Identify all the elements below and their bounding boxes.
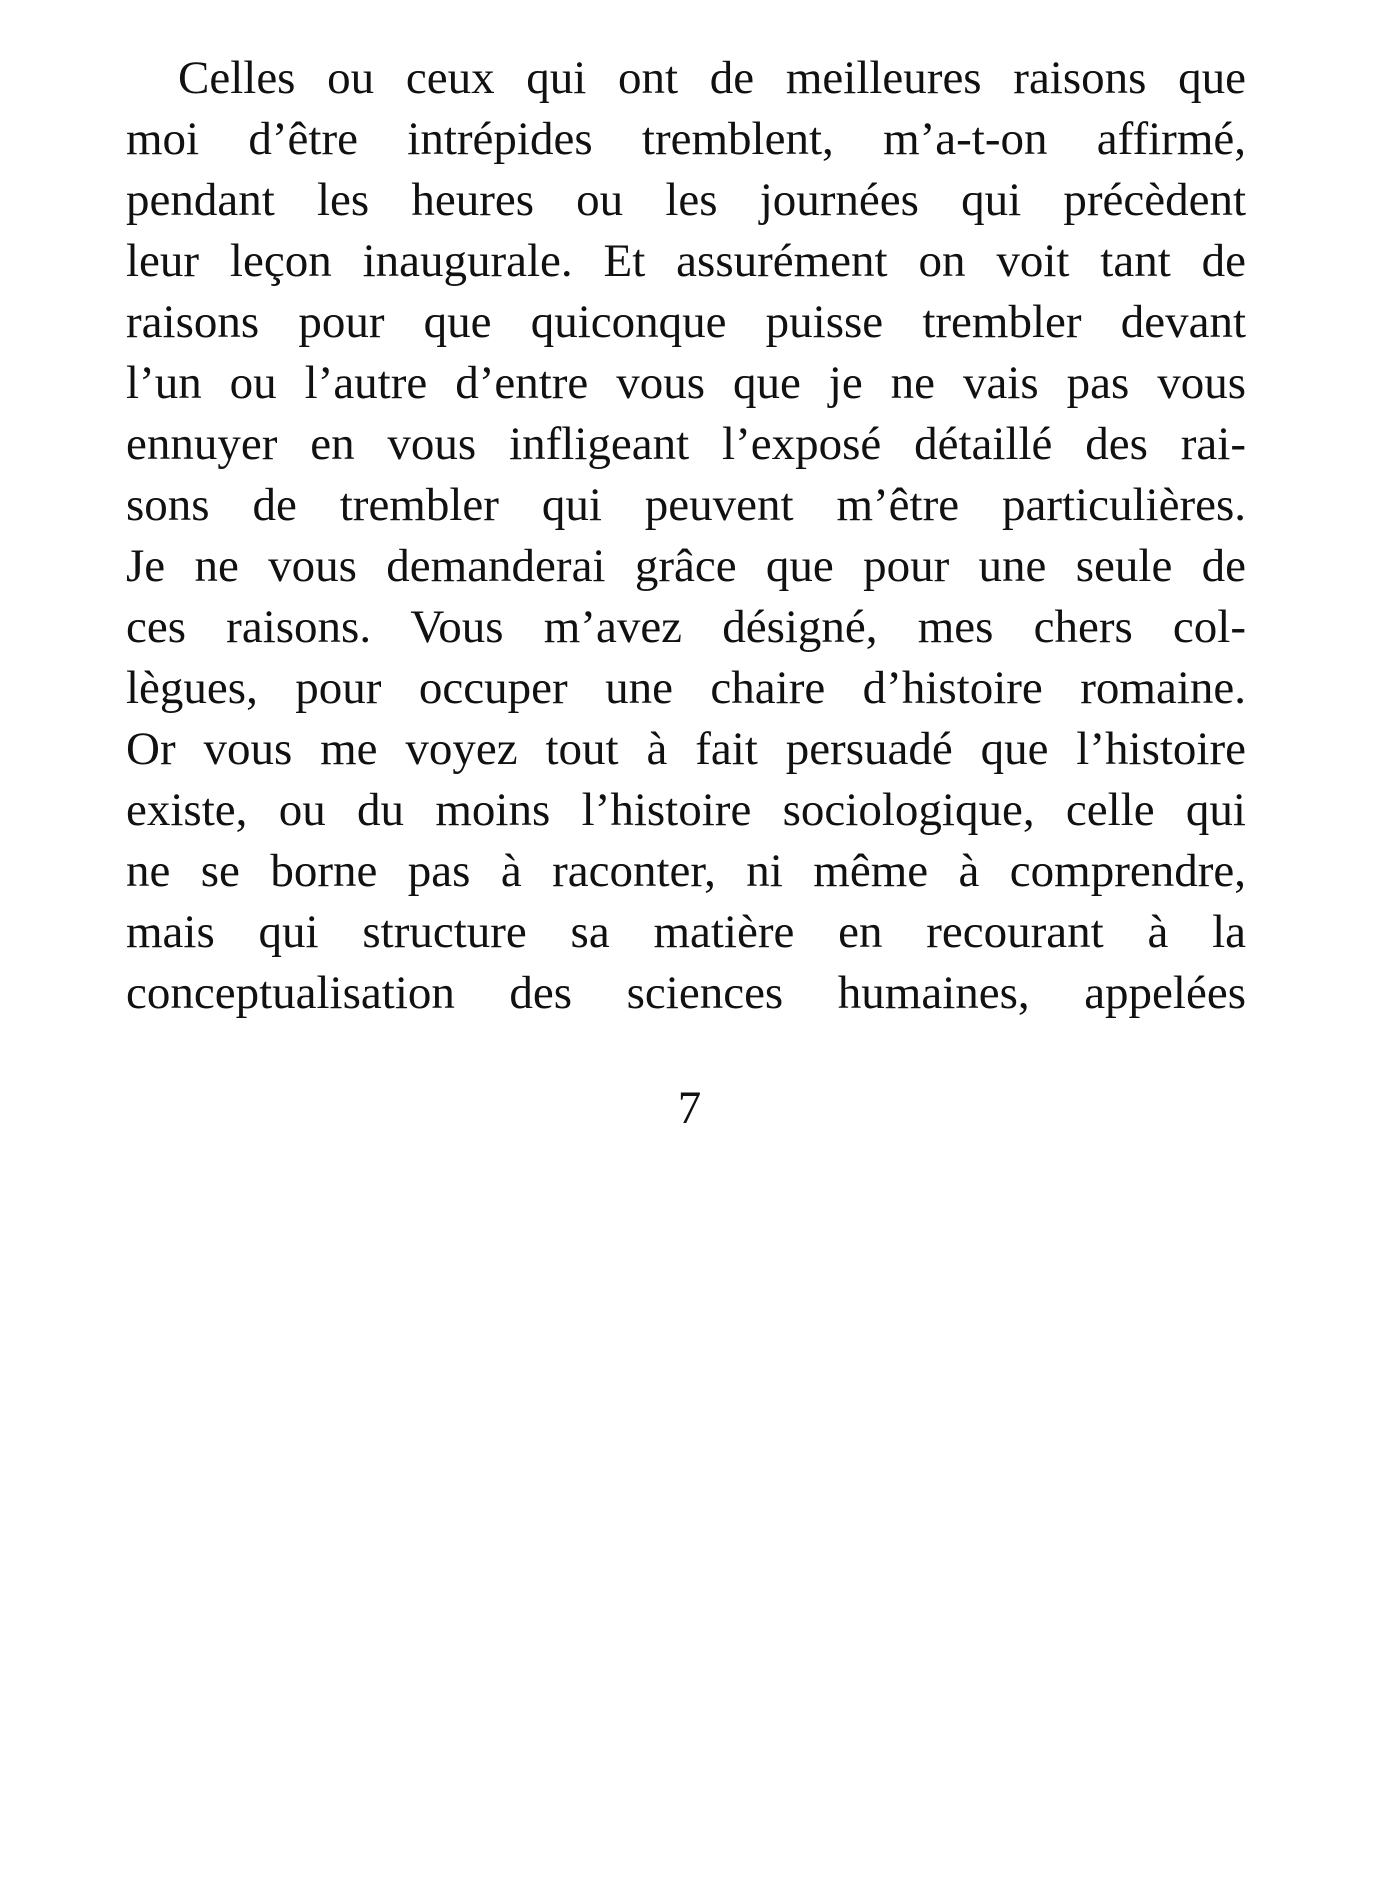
text-line: ces raisons. Vous m’avez désigné, mes chers col- (126, 601, 1246, 653)
text-line: ennuyer en vous infligeant l’exposé détaillé des rai- (126, 418, 1246, 470)
body-paragraph (126, 48, 1246, 1024)
text-line: sons de trembler qui peuvent m’être particulières. (126, 479, 1246, 531)
text-line: existe, ou du moins l’histoire sociologique, celle qui (126, 784, 1246, 836)
text-line: pendant les heures ou les journées qui précèdent (126, 174, 1246, 226)
text-line: Or vous me voyez tout à fait persuadé que l’histoire (126, 723, 1246, 775)
text-line: Celles ou ceux qui ont de meilleures raisons que (178, 52, 1246, 104)
text-line: conceptualisation des sciences humaines, appelées (126, 967, 1246, 1019)
page-number: 7 (677, 1082, 702, 1134)
text-line: raisons pour que quiconque puisse trembler devant (126, 296, 1246, 348)
text-line: mais qui structure sa matière en recourant à la (126, 906, 1246, 958)
text-line: leur leçon inaugurale. Et assurément on voit tant de (126, 235, 1246, 287)
text-line: l’un ou l’autre d’entre vous que je ne vais pas vous (126, 357, 1246, 409)
text-line: ne se borne pas à raconter, ni même à comprendre, (126, 845, 1246, 897)
text-line: Je ne vous demanderai grâce que pour une seule de (126, 540, 1246, 592)
text-line: moi d’être intrépides tremblent, m’a-t-on affirmé, (126, 113, 1246, 165)
text-line: lègues, pour occuper une chaire d’histoire romaine. (126, 662, 1246, 714)
